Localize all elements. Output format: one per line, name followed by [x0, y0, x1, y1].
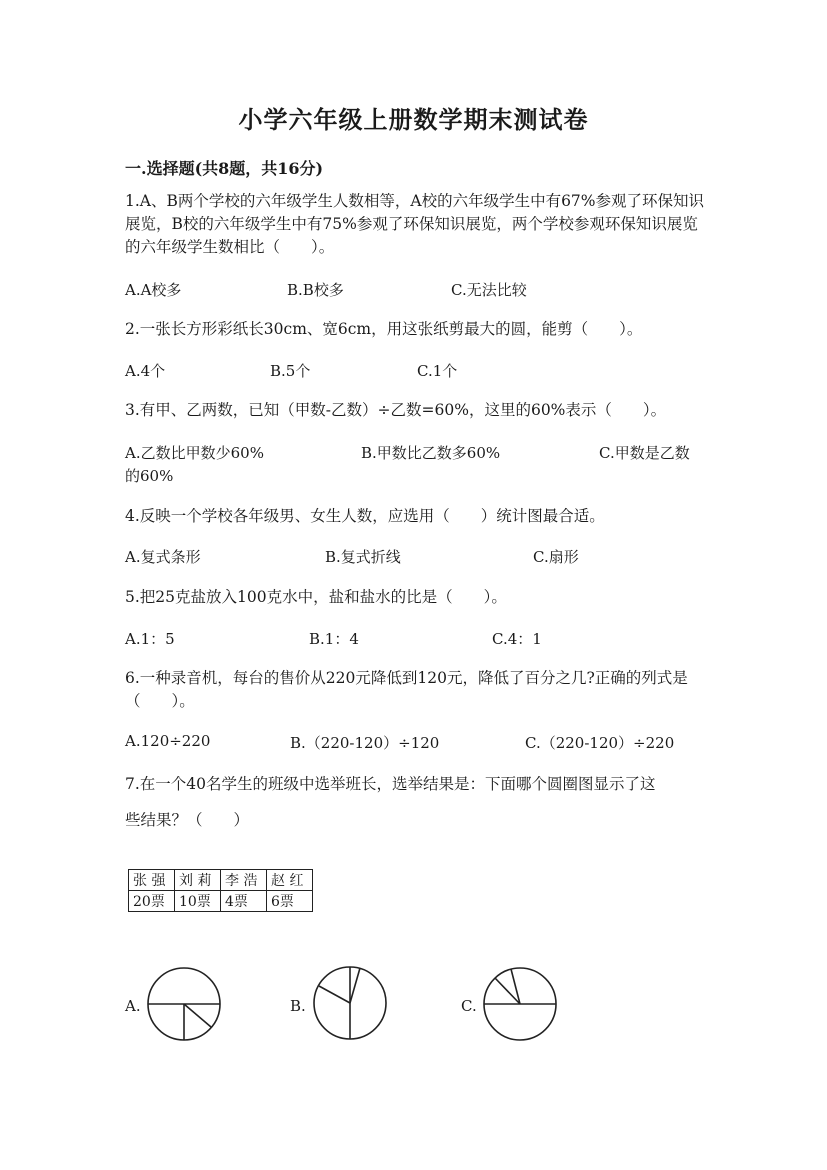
question-2-option-c: C.1个: [417, 362, 458, 380]
question-4-option-b: B.复式折线: [325, 548, 401, 566]
question-4-stem: 4.反映一个学校各年级男、女生人数，应选用（ ）统计图最合适。: [125, 507, 605, 525]
question-6-option-b: B.（220-120）÷120: [290, 734, 440, 752]
question-1-option-a: A.A校多: [125, 281, 182, 299]
vote-table-count: 6票: [267, 891, 313, 912]
pie-option-b: [312, 964, 388, 1042]
question-5-option-b: B.1：4: [309, 630, 359, 648]
question-2-option-b: B.5个: [270, 362, 311, 380]
pie-option-a: [146, 966, 222, 1042]
pie-option-c: [482, 966, 558, 1042]
question-6-stem: 6.一种录音机，每台的售价从220元降低到120元，降低了百分之几?正确的列式是（ ）。: [125, 669, 688, 710]
question-1-stem: 1.A、B两个学校的六年级学生人数相等，A校的六年级学生中有67%参观了环保知识展览，B校的六年级学生中有75%参观了环保知识展览，两个学校参观环保知识展览的六年级学生数相比（ ）。: [125, 192, 705, 256]
question-3-option-a: A.乙数比甲数少60%: [125, 444, 264, 462]
question-1-option-b: B.B校多: [287, 281, 344, 299]
pie-option-b-label: B.: [290, 997, 306, 1015]
question-7-stem-line2: 些结果？（ ）: [125, 811, 250, 829]
question-3-option-c-continued: 的60%: [125, 467, 174, 485]
question-2-stem: 2.一张长方形彩纸长30cm、宽6cm，用这张纸剪最大的圆，能剪（ ）。: [125, 320, 643, 338]
vote-table-count: 10票: [175, 891, 221, 912]
question-5-option-a: A.1：5: [125, 630, 175, 648]
question-1-option-c: C.无法比较: [451, 281, 527, 299]
question-5-option-c: C.4：1: [492, 630, 542, 648]
section-heading: 一.选择题(共8题，共16分): [125, 159, 324, 178]
question-6-option-a: A.120÷220: [125, 732, 211, 750]
vote-table-name: 张 强: [129, 870, 175, 891]
vote-table-count: 4票: [221, 891, 267, 912]
pie-option-a-label: A.: [125, 997, 141, 1015]
question-3-option-c: C.甲数是乙数: [599, 444, 690, 462]
vote-table-count: 20票: [129, 891, 175, 912]
question-6-option-c: C.（220-120）÷220: [525, 734, 675, 752]
question-3-stem: 3.有甲、乙两数，已知（甲数-乙数）÷乙数=60%，这里的60%表示（ ）。: [125, 401, 667, 419]
question-4-option-a: A.复式条形: [125, 548, 201, 566]
question-4-option-c: C.扇形: [533, 548, 579, 566]
pie-option-c-label: C.: [461, 997, 477, 1015]
vote-table-name: 赵 红: [267, 870, 313, 891]
question-5-stem: 5.把25克盐放入100克水中，盐和盐水的比是（ ）。: [125, 588, 507, 606]
vote-table-votes-row: [129, 891, 313, 912]
question-3-option-b: B.甲数比乙数多60%: [361, 444, 501, 462]
question-2-option-a: A.4个: [125, 362, 166, 380]
question-7-stem-line1: 7.在一个40名学生的班级中选举班长，选举结果是：下面哪个圆圈图显示了这: [125, 775, 656, 793]
vote-table-name: 李 浩: [221, 870, 267, 891]
page-title: 小学六年级上册数学期末测试卷: [238, 105, 589, 134]
vote-table-names-row: [129, 870, 313, 891]
vote-table-name: 刘 莉: [175, 870, 221, 891]
vote-table: [128, 869, 313, 912]
